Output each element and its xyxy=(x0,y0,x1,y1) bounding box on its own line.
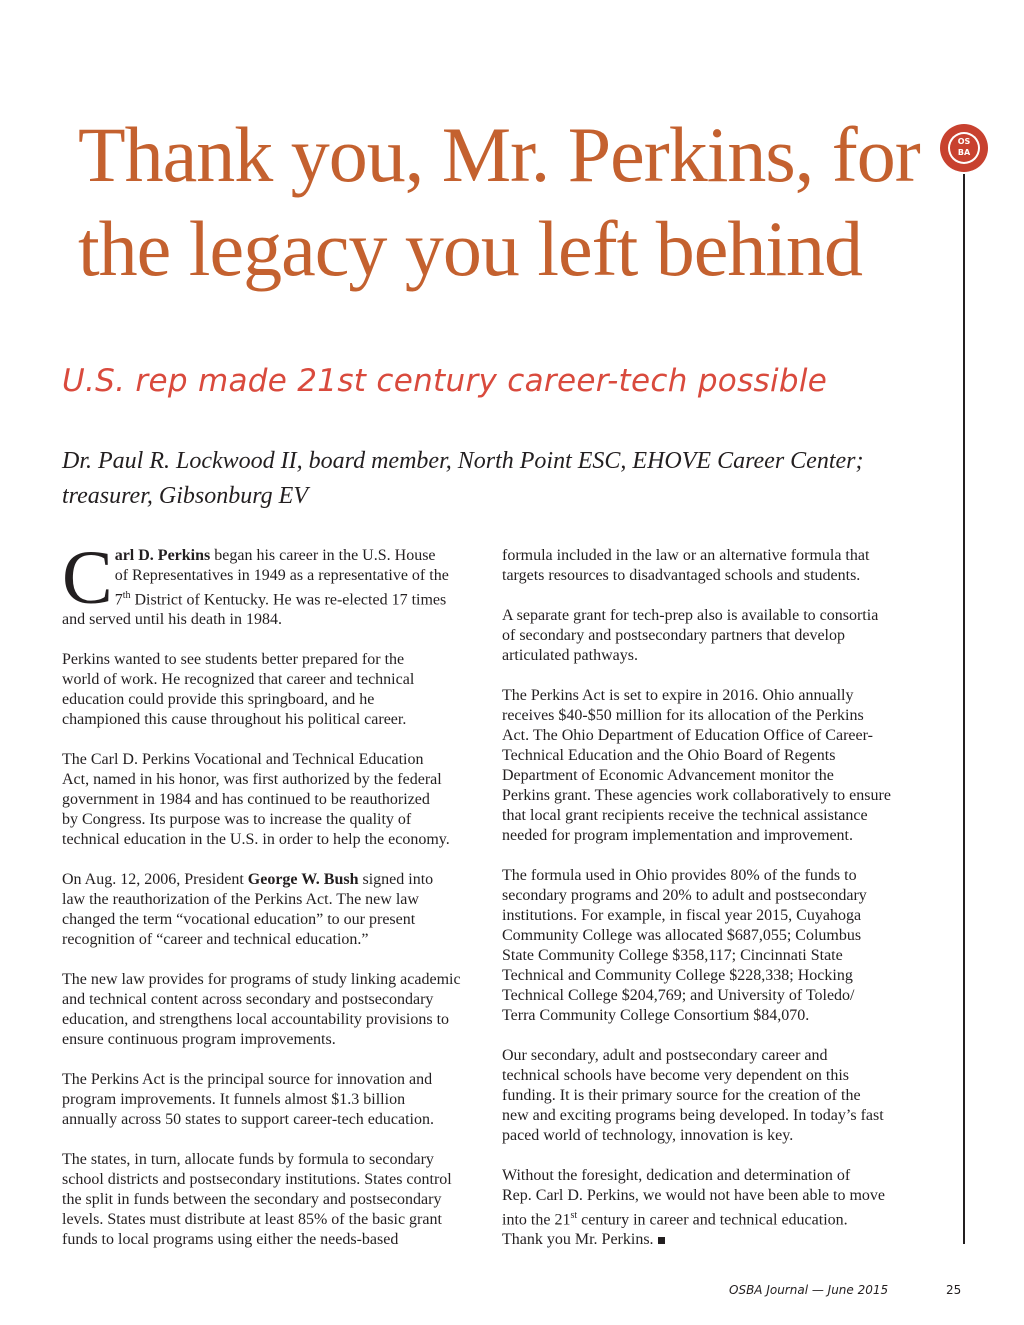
paragraph: The states, in turn, allocate funds by formula to secondary school districts and postsecondary institutions. States control the split in funds between the secondary and postsecondary levels. States must distribute at least 85% of the basic grant funds to local programs using either the needs-based xyxy=(62,1151,452,1249)
paragraph: C arl D. Perkins began his career in the U.S. House of Representatives in 1949 as a representative of the 7th District of Kentucky. He was re-elected 17 times and served until his death in 1984. xyxy=(62,536,449,629)
end-mark-icon xyxy=(658,1237,665,1244)
title-line: the legacy you left behind xyxy=(78,205,863,292)
paragraph: The Perkins Act is the principal source for innovation and program improvements. It funnels almost $1.3 billion annually across 50 states to support career-tech education. xyxy=(62,1071,434,1129)
right-column xyxy=(502,546,932,1270)
person-name: arl D. Perkins xyxy=(114,547,211,564)
paragraph: The new law provides for programs of study linking academic and technical content across secondary and postsecondary education, and strengthens local accountability provisions to ensure continuous program improvements. xyxy=(62,971,461,1049)
article-subtitle: U.S. rep made 21st century career-tech possible xyxy=(62,363,828,399)
paragraph: Our secondary, adult and postsecondary career and technical schools have become very dependent on this funding. It is their primary source for the creation of the new and exciting programs being developed. In today’s fast paced world of technology, innovation is key. xyxy=(502,1047,884,1144)
left-column xyxy=(62,536,482,1270)
paragraph: The formula used in Ohio provides 80% of the funds to secondary programs and 20% to adult and postsecondary institutions. For example, in fiscal year 2015, Cuyahoga Community College was allocated $687,055; Columbus State Community College $358,117; Cincinnati State Technical and Community College $228,338; Hocking Technical College $204,769; and University of Toledo/ Terra Community College Consortium $84,070. xyxy=(502,867,867,1024)
byline-line: treasurer, Gibsonburg EV xyxy=(62,483,308,509)
person-name: George W. Bush xyxy=(247,871,359,889)
svg-text:OS: OS xyxy=(957,137,971,146)
drop-cap: C xyxy=(62,536,113,620)
paragraph: The Carl D. Perkins Vocational and Technical Education Act, named in his honor, was first authorized by the federal government in 1984 and has continued to be reauthorized by Congress. Its purpose was to increase the quality of technical education in the U.S. in order to help the economy. xyxy=(62,751,450,849)
author-byline xyxy=(62,444,962,514)
footer-journal-name: OSBA Journal — June 2015 xyxy=(729,1283,889,1297)
paragraph: Without the foresight, dedication and determination of Rep. Carl D. Perkins, we would not have been able to move into the 21st century in career and technical education. Thank you Mr. Perkins. xyxy=(502,1167,886,1249)
osba-seal-logo xyxy=(939,123,989,173)
paragraph: A separate grant for tech-prep also is available to consortia of secondary and postsecondary partners that develop articulated pathways. xyxy=(502,607,879,664)
byline-line: Dr. Paul R. Lockwood II, board member, North Point ESC, EHOVE Career Center; xyxy=(62,448,864,474)
svg-text:BA: BA xyxy=(957,148,971,157)
paragraph: The Perkins Act is set to expire in 2016. Ohio annually receives $40-$50 million for its allocation of the Perkins Act. The Ohio Department of Education Office of Career- Technical Education and the Ohio Board of Regents Department of Economic Advancement monitor the Perkins grant. These agencies work collaboratively to ensure that local grant recipients receive the technical assistance needed for program implementation and improvement. xyxy=(502,687,891,844)
paragraph: formula included in the law or an alternative formula that targets resources to disadvantaged schools and students. xyxy=(502,547,870,584)
title-line: Thank you, Mr. Perkins, for xyxy=(78,111,920,198)
page-number: 25 xyxy=(946,1283,962,1297)
vertical-rule xyxy=(963,174,965,1244)
article-title xyxy=(78,108,918,296)
paragraph: On Aug. 12, 2006, President George W. Bush signed into law the reauthorization of the Perkins Act. The new law changed the term “vocational education” to our present recognition of “career and technical education.” xyxy=(62,871,434,949)
paragraph: Perkins wanted to see students better prepared for the world of work. He recognized that career and technical education could provide this springboard, and he championed this cause throughout his political career. xyxy=(62,651,415,729)
